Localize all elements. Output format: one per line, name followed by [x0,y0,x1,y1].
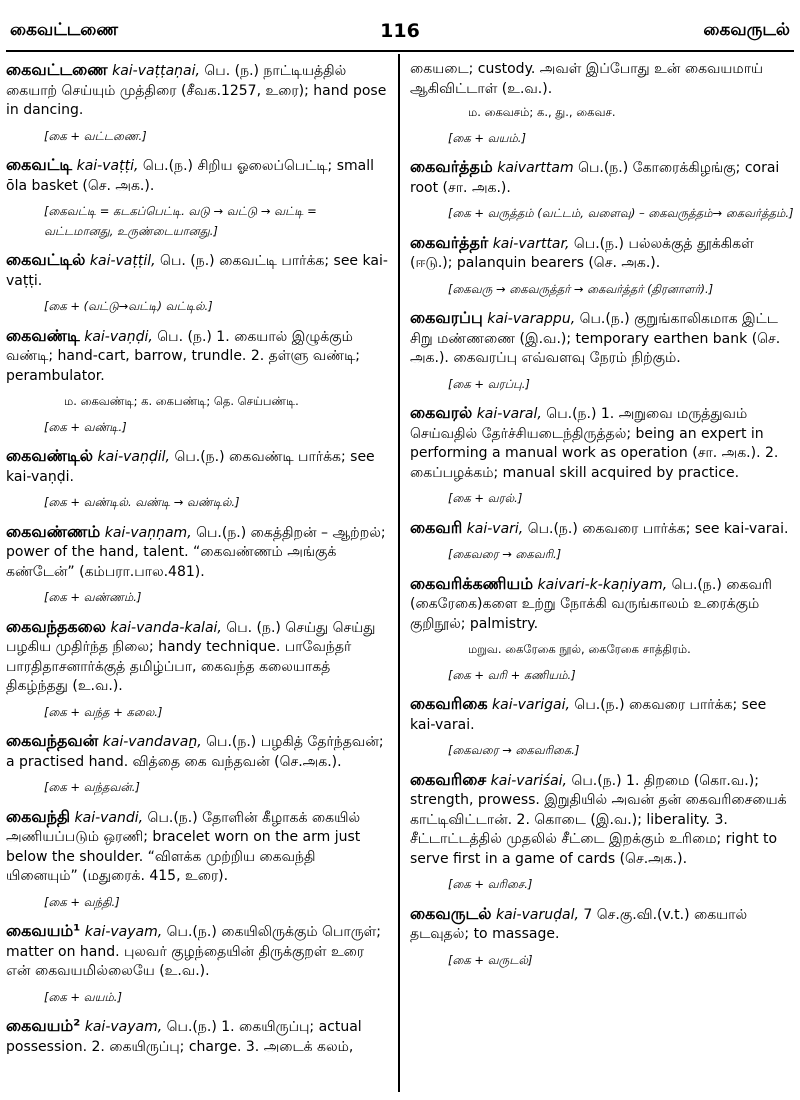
dictionary-entry [6,326,389,387]
left-column [6,60,389,1063]
transliteration: kai-vaṇṇam, [104,524,192,541]
dictionary-entry [410,770,794,870]
dictionary-entry [410,233,794,274]
transliteration: kaivarttam [497,160,574,176]
dictionary-entry [6,921,389,982]
definition: பெ. (ந.) கைவட்டி பார்க்க; see kai-vaṭṭi. [6,253,388,289]
headword: கைவருடல் [410,903,492,923]
headword: கைவண்டி [6,325,80,345]
dictionary-entry [6,250,389,291]
etymology: [கை + வண்டி.] [44,419,127,434]
dictionary-entry [6,155,389,196]
headword: கைவரி [410,517,463,537]
transliteration: kaivari-k-kaṇiyam, [537,576,668,593]
transliteration: kai-varuḍal, [495,906,579,923]
definition: பெ.(ந.) சிறிய ஓலைப்பெட்டி; small ōla basket (செ. அக.). [6,158,374,194]
etymology: [கை + வந்த + கலை.] [44,704,163,719]
definition: பெ.(ந.) கைவரி (கைரேகை)களை உற்று நோக்கி வருங்காலம் உரைக்கும் குறிநூல்; palmistry. [410,576,772,632]
cognates: ம. கைவசம்; க., து., கைவச. [468,105,616,119]
headword: கைவண்டில் [6,446,94,465]
etymology: [கை + வரி + கணியம்.] [448,667,576,682]
etymology: [கை + வந்தவன்.] [44,780,140,794]
headword: கைவந்தவன் [6,731,99,750]
headword: கைவரப்பு [410,308,483,327]
page-number: 116 [380,20,420,42]
definition: பெ.(ந.) கைத்திறன் – ஆற்றல்; power of the hand, talent. “கைவண்ணம் அங்குக் கண்டேன்” (கம்பரா.பால.481). [6,524,386,580]
dictionary-entry [410,574,794,635]
transliteration: kai-vayam, [84,924,163,940]
etymology: [கை + வட்டணை.] [44,128,147,143]
dictionary-entry [410,694,794,735]
dictionary-entry [6,617,389,697]
dictionary-entry [6,522,389,583]
etymology: [கை + (வட்டு→வட்டி) வட்டில்.] [44,299,213,313]
etymology: [கை + வருத்தம் (வட்டம், வளைவு) – கைவருத்தம்→ கைவர்த்தம்.] [448,206,794,220]
headword: கைவர்த்தர் [410,232,489,252]
headword: கைவந்தகலை [6,616,107,636]
headword: கைவட்டி [6,155,73,174]
entry-continuation: கையடை; custody. அவள் இப்போது உன் கைவயமாய் ஆகிவிட்டாள் (உ.வ.). [410,61,764,97]
etymology: [கை + வரப்பு.] [448,376,530,391]
transliteration: kai-vayam, [84,1019,163,1035]
definition: பெ.(ந.) 1. திறமை (கொ.வ.); strength, prowess. இறுதியில் அவன் தன் கைவரிசையைக் காட்டிவிட்டான். 2. கொடை (இ.வ.); liberality. 3. சீட்டாட்டத்தில் முதலில் சீட்டை இறக்கும் உரிமை; right to serve first in a game of cards (செ.அக.). [410,772,787,867]
etymology: [கை + வரல்.] [448,491,523,505]
headword: கைவயம்¹ [6,921,81,940]
running-header [10,20,790,46]
definition: பெ.(ந.) 1. அறுவை மருத்துவம் செய்வதில் தேர்ச்சியடைந்திருத்தல்; being an expert in performing a manual work as operation (சா. அக.). 2. கைப்பழக்கம்; manual skill acquired by practice. [410,406,779,481]
headword: கைவரிசை [410,769,487,789]
headword: கைவண்ணம் [6,521,101,541]
dictionary-entry [6,731,389,772]
etymology: [கை + வருடல்] [448,952,533,967]
column-divider [398,54,400,1092]
dictionary-entry [6,60,389,121]
headword: கைவரல் [410,403,473,422]
etymology: [கைவட்டி = கடகப்பெட்டி. வடு → வட்டு → வட்டி = வட்டமானது, உருண்டையானது.] [44,204,317,238]
transliteration: kai-vanda-kalai, [110,619,222,636]
etymology: [கை + வண்டில். வண்டி → வண்டில்.] [44,495,240,509]
right-column [410,60,794,979]
etymology: [கை + வயம்.] [448,130,526,145]
transliteration: kai-varappu, [487,311,576,327]
definition: பெ.(ந.) குறுங்காலிகமாக இட்ட சிறு மண்ணணை (இ.வ.); temporary earthen bank (செ. அக.). கைவரப்பு எவ்வளவு நேரம் நிற்கும். [410,311,781,366]
definition: பெ.(ந.) கோரைக்கிழங்கு; corai root (சா. அக.). [410,160,780,196]
etymology: [கை + வயம்.] [44,989,122,1004]
transliteration: kai-variśai, [490,772,568,789]
headword: கைவட்டில் [6,250,86,269]
transliteration: kai-vaṇḍil, [97,449,170,465]
header-right-word: கைவருடல் [703,20,790,40]
transliteration: kai-vaṇḍi, [84,328,153,345]
etymology: [கை + வந்தி.] [44,894,120,909]
definition: பெ.(ந.) கைவரை பார்க்க; see kai-varai. [410,697,767,733]
headword: கைவட்டணை [6,60,108,79]
definition: பெ.(ந.) கைவரை பார்க்க; see kai-varai. [523,520,789,537]
transliteration: kai-vandavaṉ, [102,734,202,750]
cognates: மறுவ. கைரேகை நூல், கைரேகை சாத்திரம். [468,642,691,656]
definition: பெ.(ந.) தோளின் கீழாகக் கையில் அணியப்படும் ஒரணி; bracelet worn on the arm just below the shoulder. “விளக்க முற்றிய கைவந்தி யினையும்” (மதுரைக். 415, உரை). [6,809,361,884]
transliteration: kai-vari, [466,520,524,537]
definition: 7 செ.கு.வி.(v.t.) கையால் தடவுதல்; to massage. [410,906,748,942]
transliteration: kai-vaṭṭil, [89,253,156,269]
etymology: [கைவரை → கைவரி.] [448,547,562,561]
etymology: [கை + வண்ணம்.] [44,590,142,604]
headword: கைவர்த்தம் [410,157,493,176]
transliteration: kai-vandi, [74,809,144,826]
dictionary-entry [6,807,389,887]
headword: கைவரிக்கணியம் [410,573,534,593]
dictionary-entry [410,308,794,369]
transliteration: kai-varttar, [492,235,570,252]
definition: பெ. (ந.) நாட்டியத்தில் கையாற் செய்யும் முத்திரை (சீவக.1257, உரை); hand pose in dancing. [6,63,387,118]
headword: கைவயம்² [6,1016,81,1035]
definition: பெ. (ந.) செய்து செய்து பழகிய முதிர்ந்த நிலை; handy technique. பாவேந்தர் பாரதிதாசனார்க்குத் தமிழ்ப்பா, கைவந்த கலையாகத் திகழ்ந்தது (உ.வ.). [6,619,376,694]
headword: கைவரிகை [410,694,488,713]
dictionary-entry [6,446,389,487]
dictionary-entry [410,157,794,198]
dictionary-entry [410,403,794,483]
header-rule [6,50,794,52]
cognates: ம. கைவண்டி; க. கைபண்டி; தெ. செய்பண்டி. [64,394,299,408]
dictionary-entry [6,1016,389,1057]
etymology: [கை + வரிசை.] [448,877,533,891]
definition: பெ.(ந.) 1. கையிருப்பு; actual possession. 2. கையிருப்பு; charge. 3. அடைக் கலம், [6,1019,362,1055]
dictionary-entry [410,904,794,945]
transliteration: kai-vaṭṭaṇai, [112,63,200,79]
definition: பெ.(ந.) கைவண்டி பார்க்க; see kai-vaṇḍi. [6,449,375,485]
header-left-word: கைவட்டணை [10,20,119,40]
transliteration: kai-varal, [476,406,542,422]
transliteration: kai-varigai, [492,697,570,713]
definition: பெ.(ந.) பல்லக்குத் தூக்கிகள் (ஈடு.); palanquin bearers (செ. அக.). [410,235,754,271]
headword: கைவந்தி [6,806,71,826]
definition: பெ.(ந.) கையிலிருக்கும் பொருள்; matter on hand. புலவர் குழந்தையின் திருக்குறள் உரை என் கைவயமில்லையே (உ.வ.). [6,924,382,979]
definition: பெ. (ந.) 1. கையால் இழுக்கும் வண்டி; hand-cart, barrow, trundle. 2. தள்ளு வண்டி; perambulator. [6,328,360,384]
etymology: [கைவரு → கைவருத்தர் → கைவர்த்தர் (திரனாளர்).] [448,281,714,296]
dictionary-entry [410,518,794,540]
definition: பெ.(ந.) பழகித் தேர்ந்தவன்; a practised hand. வித்தை கை வந்தவன் (செ.அக.). [6,734,384,770]
transliteration: kai-vaṭṭi, [76,158,139,174]
etymology: [கைவரை → கைவரிகை.] [448,743,580,757]
